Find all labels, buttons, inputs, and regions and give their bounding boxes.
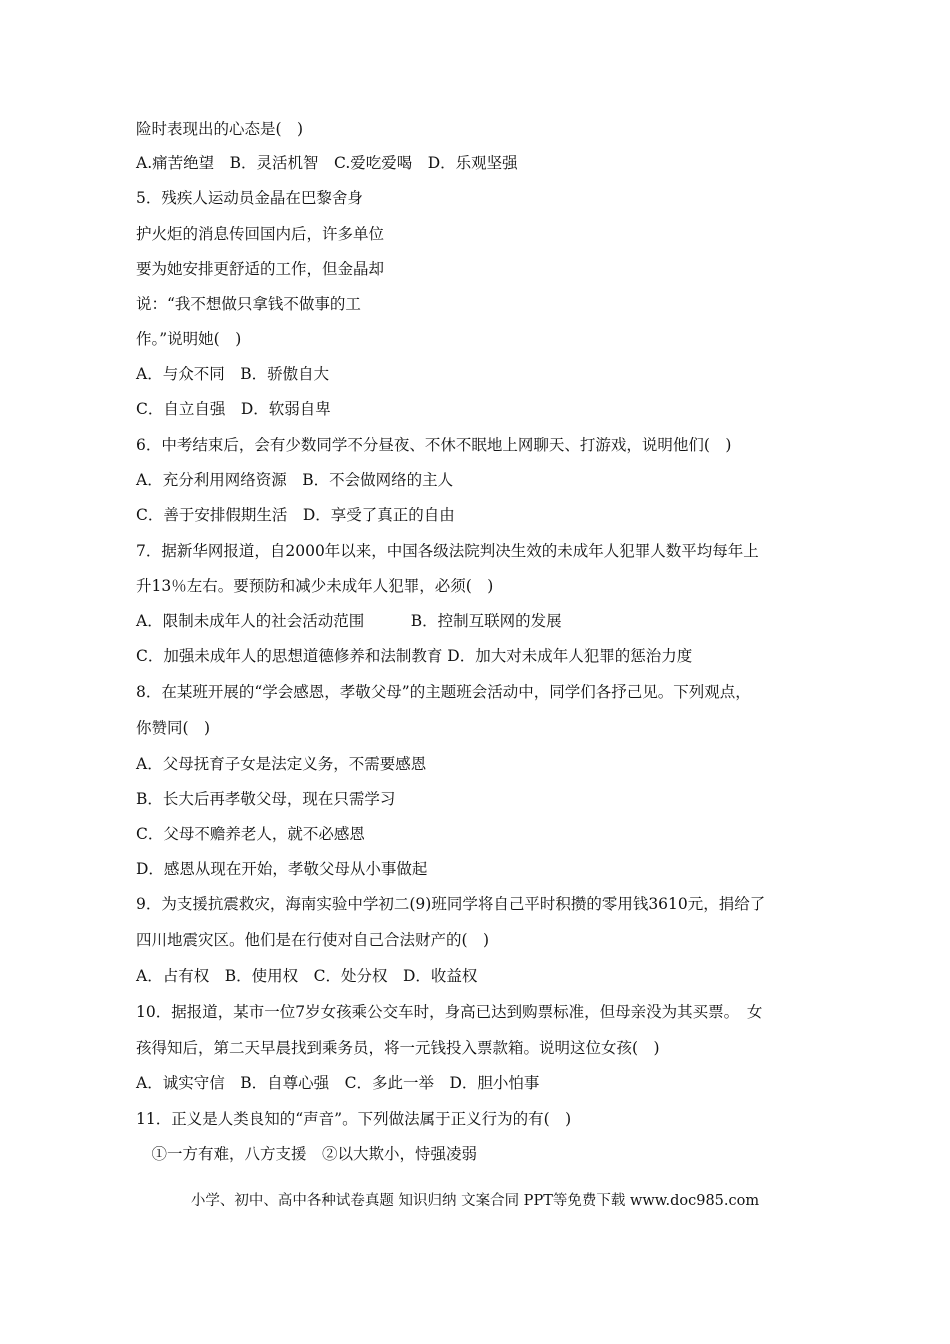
text-line: 升13％左右。要预防和减少未成年人犯罪，必须( ) xyxy=(136,577,494,595)
text-line: 险时表现出的心态是( ) xyxy=(136,120,304,138)
answer-options: A．限制未成年人的社会活动范围 B．控制互联网的发展 xyxy=(136,612,562,630)
text-line: A.痛苦绝望 B．灵活机智 C.爱吃爱喝 D．乐观坚强 xyxy=(136,154,518,172)
question-10-stem: 10．据报道，某市一位7岁女孩乘公交车时，身高已达到购票标准，但母亲没为其买票。 女 xyxy=(136,1003,763,1021)
answer-options: C．自立自强 D．软弱自卑 xyxy=(136,400,331,418)
page-footer: 小学、初中、高中各种试卷真题 知识归纳 文案合同 PPT等免费下载 www.doc985.com xyxy=(190,1193,760,1209)
text-line: 孩得知后，第二天早晨找到乘务员，将一元钱投入票款箱。说明这位女孩( ) xyxy=(136,1039,660,1057)
answer-options: C．加强未成年人的思想道德修养和法制教育 D．加大对未成年人犯罪的惩治力度 xyxy=(136,647,693,665)
text-line: 说：“我不想做只拿钱不做事的工 xyxy=(136,295,361,313)
answer-options: C．善于安排假期生活 D．享受了真正的自由 xyxy=(136,506,455,524)
question-8-stem: 8．在某班开展的“学会感恩，孝敬父母”的主题班会活动中，同学们各抒己见。下列观点， xyxy=(136,683,751,701)
question-9-stem: 9．为支援抗震救灾，海南实验中学初二(9)班同学将自己平时积攒的零用钱3610元，捐给了 xyxy=(136,895,766,913)
question-11-stem: 11．正义是人类良知的“声音”。下列做法属于正义行为的有( ) xyxy=(136,1110,572,1128)
text-line: ①一方有难，八方支援 ②以大欺小，恃强凌弱 xyxy=(136,1145,478,1163)
question-6-stem: 6．中考结束后，会有少数同学不分昼夜、不休不眠地上网聊天、打游戏，说明他们( ) xyxy=(136,436,732,454)
answer-options: A．与众不同 B．骄傲自大 xyxy=(136,365,330,383)
question-7-stem: 7．据新华网报道，自2000年以来，中国各级法院判决生效的未成年人犯罪人数平均每年上 xyxy=(136,542,759,560)
text-line: 四川地震灾区。他们是在行使对自己合法财产的( ) xyxy=(136,931,490,949)
answer-options: A．充分利用网络资源 B．不会做网络的主人 xyxy=(136,471,454,489)
text-line: 作。”说明她( ) xyxy=(136,330,242,348)
answer-option: B．长大后再孝敬父母，现在只需学习 xyxy=(136,790,396,808)
answer-option: D．感恩从现在开始，孝敬父母从小事做起 xyxy=(136,860,428,878)
text-line: 你赞同( ) xyxy=(136,719,211,737)
answer-option: C．父母不赡养老人，就不必感恩 xyxy=(136,825,365,843)
question-5-stem: 5．残疾人运动员金晶在巴黎舍身 xyxy=(136,189,363,207)
answer-options: A．占有权 B．使用权 C．处分权 D．收益权 xyxy=(136,967,478,985)
answer-options: A．诚实守信 B．自尊心强 C．多此一举 D．胆小怕事 xyxy=(136,1074,540,1092)
text-line: 护火炬的消息传回国内后，许多单位 xyxy=(136,225,385,243)
answer-option: A．父母抚育子女是法定义务，不需要感恩 xyxy=(136,755,427,773)
text-line: 要为她安排更舒适的工作，但金晶却 xyxy=(136,260,385,278)
